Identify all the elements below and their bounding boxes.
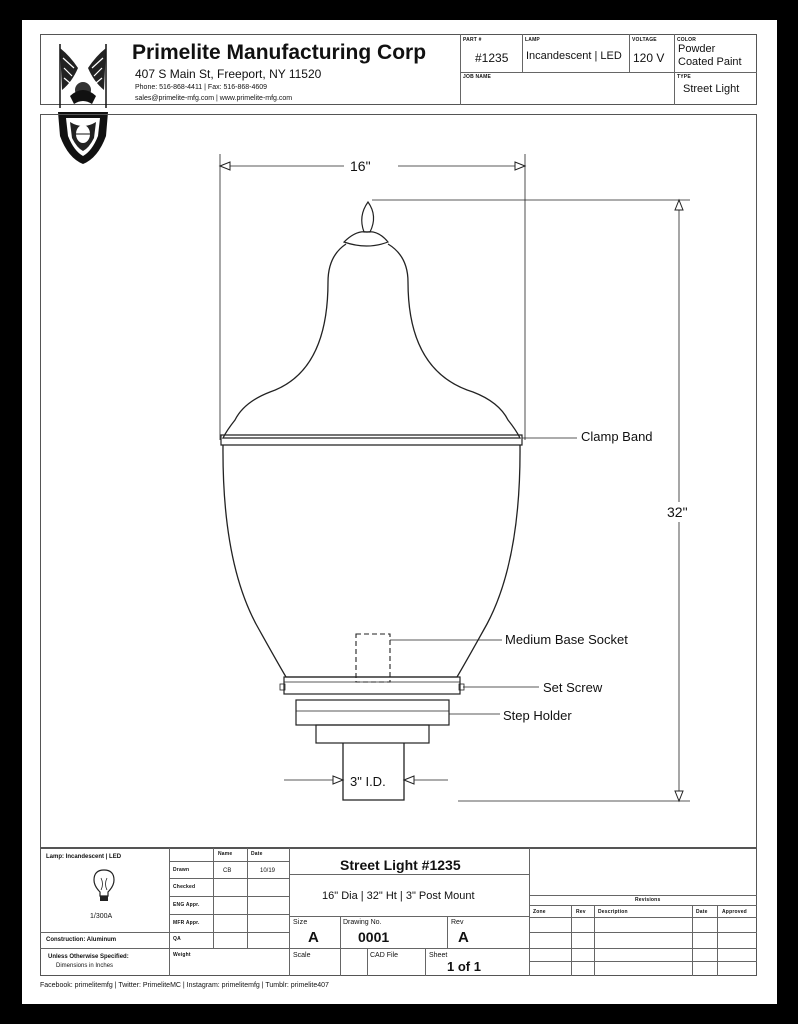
voltage-label: VOLTAGE [632,37,657,43]
construction-material: Construction: Aluminum [46,937,117,943]
lamp-value: Incandescent | LED [526,50,622,62]
rev-label: Rev [451,919,464,926]
drawing-number-value: 0001 [358,929,390,945]
callout-set-screw: Set Screw [543,680,603,695]
drawing-sheet [22,20,777,1004]
lamp-label: LAMP [525,37,540,43]
company-address: 407 S Main St, Freeport, NY 11520 [135,67,322,81]
drawing-number-label: Drawing No. [343,919,382,926]
row-qa: QA [173,936,181,942]
rev-value: A [458,929,469,946]
row-checked: Checked [173,884,196,890]
part-label: PART # [463,37,482,43]
row-weight: Weight [173,952,191,958]
dimension-inner-diameter: 3" I.D. [350,774,386,789]
callout-medium-base-socket: Medium Base Socket [505,632,628,647]
color-value-2: Coated Paint [678,56,742,68]
drawing-title: Street Light #1235 [340,857,461,873]
row-eng-approval: ENG Appr. [173,902,200,908]
part-value: #1235 [475,51,509,65]
job-name-label: JOB NAME [463,74,491,80]
dimension-height: 32" [667,504,688,520]
voltage-value: 120 V [633,51,665,65]
scale-label: Scale [293,952,311,959]
drawn-date: 10/19 [260,868,276,874]
unless-specified: Unless Otherwise Specified: [48,954,129,960]
rev-col-date: Date [696,909,708,915]
social-footer: Facebook: primelitemfg | Twitter: PrimeliteMC | Instagram: primelitemfg | Tumblr: primelite407 [40,982,329,989]
rev-col-zone: Zone [533,909,546,915]
company-phone-fax: Phone: 516-868-4411 | Fax: 516-868-4609 [135,84,268,91]
dimensions-unit: Dimensions in Inches [56,963,114,969]
col-name: Name [218,851,233,857]
drawn-name: CB [223,868,232,874]
dimension-width: 16" [350,158,371,174]
sheet-label: Sheet [429,952,448,959]
callout-step-holder: Step Holder [503,708,572,723]
revisions-label: Revisions [635,897,661,903]
company-name: Primelite Manufacturing Corp [132,41,427,64]
row-mfr-approval: MFR Appr. [173,920,200,926]
street-light-drawing [22,20,777,850]
color-value-1: Powder [678,43,716,55]
type-label: TYPE [677,74,691,80]
lamp-type: Lamp: Incandescent | LED [46,854,122,860]
type-value: Street Light [683,83,740,95]
row-drawn: Drawn [173,867,190,873]
size-label: Size [293,919,308,926]
bulb-rating: 1/300A [90,913,113,920]
rev-col-rev: Rev [576,909,586,915]
cad-file-label: CAD File [370,952,399,959]
company-email-web: sales@primelite-mfg.com | www.primelite-mfg.com [135,95,293,102]
rev-col-approved: Approved [722,909,747,915]
col-date: Date [251,851,263,857]
drawing-subtitle: 16" Dia | 32" Ht | 3" Post Mount [322,890,475,902]
rev-col-description: Description [598,909,628,915]
color-label: COLOR [677,37,697,43]
callout-clamp-band: Clamp Band [581,429,653,444]
light-bulb-icon [92,868,116,904]
size-value: A [308,929,319,946]
sheet-value: 1 of 1 [447,959,481,974]
